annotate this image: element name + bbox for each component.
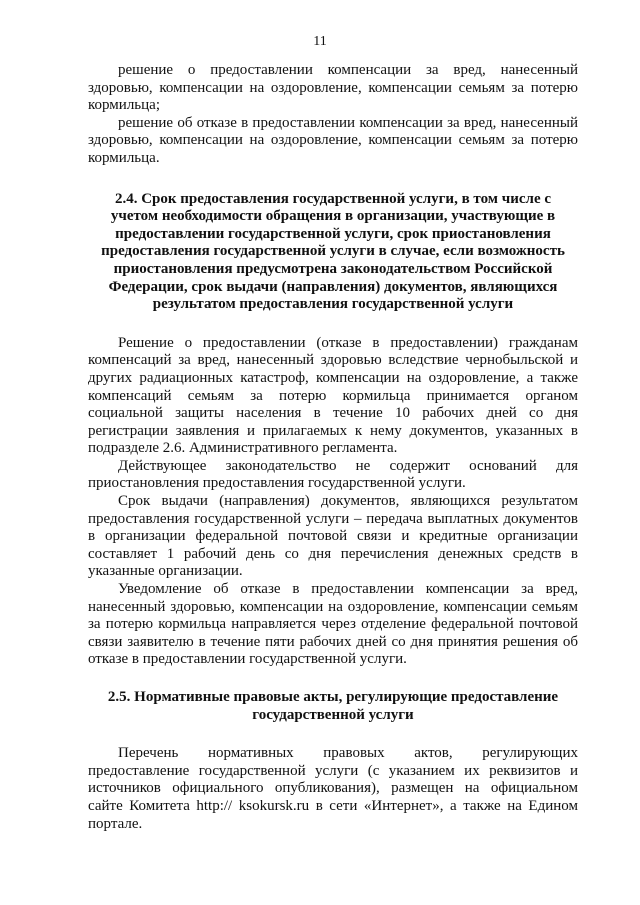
page-number: 11	[313, 34, 327, 49]
section-2-4-paragraph: Срок выдачи (направления) документов, являющихся результатом предоставления государственной услуги – передача выплатных документов в организации федеральной почтовой связи и кредитные организации составляет 1 рабочий день со дня перечисления денежных средств в указанные организации.	[88, 493, 578, 580]
section-2-4-paragraph: Уведомление об отказе в предоставлении компенсации за вред, нанесенный здоровью, компенсации на оздоровление, компенсации семьям за потерю кормильца направляется через отделение федеральной почтовой связи заявителю в течение пяти рабочих дней со дня принятия решения об отказе в предоставлении государственной услуги.	[88, 581, 578, 668]
page-content	[88, 62, 578, 833]
section-2-4-heading: 2.4. Срок предоставления государственной услуги, в том числе с учетом необходимости обращения в организации, участвующие в предоставлении государственной услуги, срок приостановления предоставления государственной услуги в случае, если возможность приостановления предусмотрена законодательством Российской Федерации, срок выдачи (направления) документов, являющихся результатом предоставления государственной услуги	[101, 190, 565, 313]
section-2-5-heading: 2.5. Нормативные правовые акты, регулирующие предоставление государственной услуги	[107, 689, 559, 723]
paragraph-decision-refusal: решение об отказе в предоставлении компенсации за вред, нанесенный здоровью, компенсации на оздоровление, компенсации семьям за потерю кормильца.	[88, 114, 578, 166]
section-2-4-paragraph: Решение о предоставлении (отказе в предоставлении) гражданам компенсаций за вред, нанесенный здоровью вследствие чернобыльской и других радиационных катастроф, компенсации на оздоровление, а также компенсаций семьям за потерю кормильца принимается органом социальной защиты населения в течение 10 рабочих дней со дня регистрации заявления и прилагаемых к нему документов, указанных в подразделе 2.6. Административного регламента.	[88, 334, 578, 457]
section-2-5-paragraph: Перечень нормативных правовых актов, регулирующих предоставление государственной услуги (с указанием их реквизитов и источников официального опубликования), размещен на официальном сайте Комитета http:// ksokursk.ru в сети «Интернет», а также на Едином портале.	[88, 745, 578, 832]
section-2-4-paragraph: Действующее законодательство не содержит оснований для приостановления предоставления государственной услуги.	[88, 457, 578, 492]
paragraph-decision-grant: решение о предоставлении компенсации за вред, нанесенный здоровью, компенсации на оздоровление, компенсации семьям за потерю кормильца;	[88, 62, 578, 114]
